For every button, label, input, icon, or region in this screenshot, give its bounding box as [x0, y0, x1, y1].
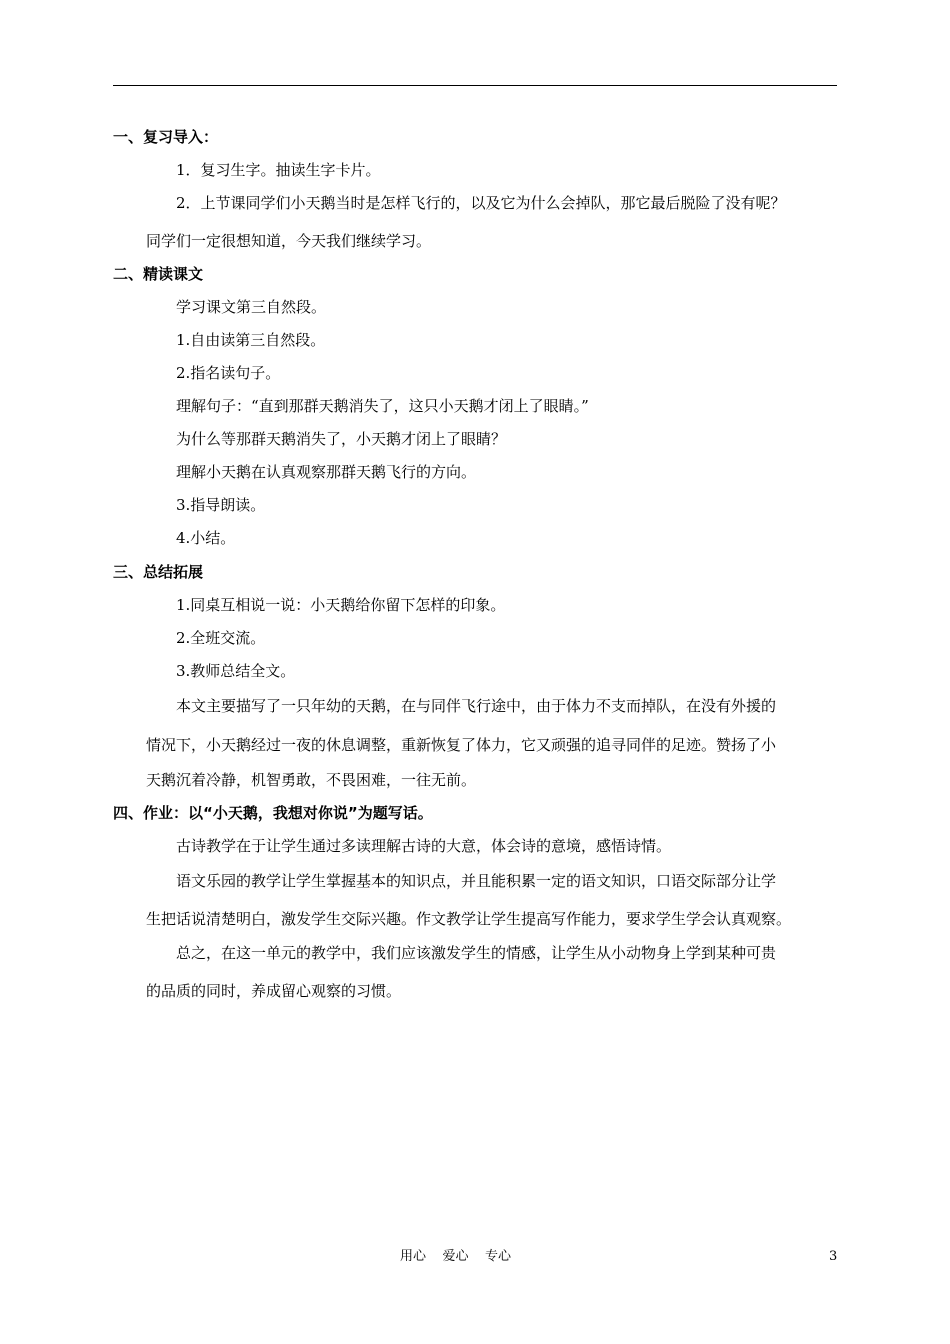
section-heading: 三、总结拓展 [113, 563, 204, 581]
paragraph-line: 语文乐园的教学让学生掌握基本的知识点，并且能积累一定的语文知识，口语交际部分让学 [176, 872, 777, 890]
section-heading: 四、作业：以“小天鹅，我想对你说”为题写话。 [113, 804, 433, 822]
paragraph-line: 理解小天鹅在认真观察那群天鹅飞行的方向。 [176, 463, 477, 481]
paragraph-line: 生把话说清楚明白，激发学生交际兴趣。作文教学让学生提高写作能力，要求学生学会认真观察。 [146, 910, 792, 928]
paragraph-line: 天鹅沉着冷静，机智勇敢，不畏困难，一往无前。 [146, 771, 477, 789]
paragraph-line: 本文主要描写了一只年幼的天鹅，在与同伴飞行途中，由于体力不支而掉队，在没有外援的 [176, 697, 777, 715]
paragraph-line: 3.教师总结全文。 [176, 662, 296, 680]
paragraph-line: 学习课文第三自然段。 [176, 298, 327, 316]
paragraph-line: 总之，在这一单元的教学中，我们应该激发学生的情感，让学生从小动物身上学到某种可贵 [176, 944, 777, 962]
paragraph-line: 情况下，小天鹅经过一夜的休息调整，重新恢复了体力，它又顽强的追寻同伴的足迹。赞扬了小 [146, 736, 777, 754]
paragraph-line: 1.同桌互相说一说：小天鹅给你留下怎样的印象。 [176, 596, 506, 614]
page-number: 3 [829, 1249, 838, 1264]
header-rule [113, 85, 837, 86]
paragraph-line: 1．复习生字。抽读生字卡片。 [176, 161, 381, 179]
section-heading: 一、复习导入： [113, 128, 219, 146]
paragraph-line: 同学们一定很想知道，今天我们继续学习。 [146, 232, 432, 250]
paragraph-line: 4.小结。 [176, 529, 236, 547]
paragraph-line: 1.自由读第三自然段。 [176, 331, 326, 349]
paragraph-line: 3.指导朗读。 [176, 496, 266, 514]
paragraph-line: 理解句子：“直到那群天鹅消失了，这只小天鹅才闭上了眼睛。” [176, 397, 589, 415]
footer-motto: 用心 爱心 专心 [400, 1249, 512, 1264]
paragraph-line: 2．上节课同学们小天鹅当时是怎样飞行的，以及它为什么会掉队，那它最后脱险了没有呢？ [176, 194, 786, 212]
paragraph-line: 为什么等那群天鹅消失了，小天鹅才闭上了眼睛？ [176, 430, 507, 448]
paragraph-line: 2.全班交流。 [176, 629, 266, 647]
section-heading: 二、精读课文 [113, 265, 204, 283]
paragraph-line: 的品质的同时，养成留心观察的习惯。 [146, 982, 402, 1000]
paragraph-line: 古诗教学在于让学生通过多读理解古诗的大意，体会诗的意境，感悟诗情。 [176, 837, 672, 855]
paragraph-line: 2.指名读句子。 [176, 364, 281, 382]
